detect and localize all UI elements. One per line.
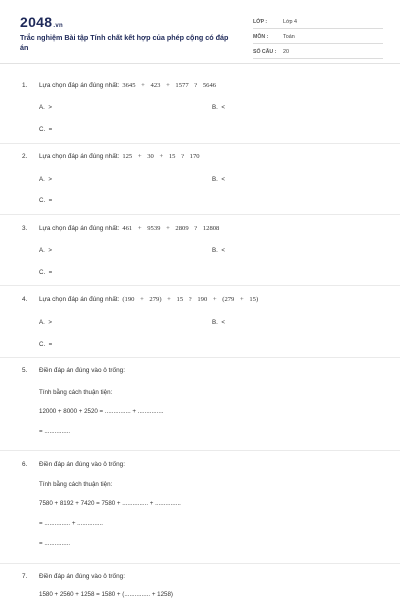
meta-row-class [253, 16, 383, 29]
worksheet-header [0, 0, 400, 64]
question-6 [22, 461, 382, 468]
question-expression: 461 + 9539 + 2809 ? 12808 [122, 225, 220, 232]
question-prompt: Điền đáp án đúng vào ô trống: [39, 461, 125, 468]
option-a[interactable] [39, 104, 52, 111]
option-key: B. [212, 176, 218, 183]
worksheet-title: Trắc nghiệm Bài tập Tính chất kết hợp của phép cộng có đáp án [20, 33, 229, 52]
question-expression: (190 + 279) + 15 ? 190 + (279 + 15) [122, 296, 259, 303]
question-prompt: Lựa chọn đáp án đúng nhất: [39, 82, 120, 89]
question-number: 1. [22, 82, 28, 89]
question-number: 7. [22, 573, 28, 580]
question-prompt: Lựa chọn đáp án đúng nhất: [39, 296, 120, 303]
fill-in-line[interactable]: = ............... [39, 540, 71, 547]
instruction-line: Tính bằng cách thuận tiện: [39, 481, 113, 488]
divider [0, 563, 400, 564]
divider [0, 357, 400, 358]
option-c[interactable] [39, 197, 52, 204]
meta-row-count [253, 46, 383, 59]
option-key: C. [39, 269, 46, 276]
option-a[interactable] [39, 176, 52, 183]
question-prompt: Điền đáp án đúng vào ô trống: [39, 573, 125, 580]
question-prompt: Lựa chọn đáp án đúng nhất: [39, 225, 120, 232]
logo-main: 2048 [20, 14, 53, 30]
meta-label: MÔN : [253, 34, 269, 40]
option-key: A. [39, 319, 45, 326]
option-b[interactable] [212, 247, 225, 254]
option-value: < [221, 319, 225, 326]
question-4 [22, 296, 382, 303]
option-value: > [48, 319, 52, 326]
option-b[interactable] [212, 319, 225, 326]
meta-label: SỐ CÂU : [253, 49, 277, 55]
fill-in-line[interactable]: = ............... [39, 428, 71, 435]
option-value: < [221, 176, 225, 183]
option-a[interactable] [39, 247, 52, 254]
option-a[interactable] [39, 319, 52, 326]
fill-in-line[interactable]: 12000 + 8000 + 2520 = ............... + ............... [39, 408, 164, 415]
fill-in-line[interactable]: 1580 + 2560 + 1258 = 1580 + (............... + 1258) [39, 591, 173, 598]
question-number: 6. [22, 461, 28, 468]
option-key: A. [39, 176, 45, 183]
option-value: < [221, 247, 225, 254]
option-c[interactable] [39, 341, 52, 348]
question-expression: 125 + 30 + 15 ? 170 [122, 153, 200, 160]
option-value: = [48, 126, 53, 133]
question-expression: 3645 + 423 + 1577 ? 5646 [122, 82, 217, 89]
option-value: > [48, 104, 52, 111]
question-prompt: Lựa chọn đáp án đúng nhất: [39, 153, 120, 160]
fill-in-line[interactable]: = ............... + ............... [39, 520, 103, 527]
option-value: = [48, 341, 53, 348]
instruction-line: Tính bằng cách thuận tiện: [39, 389, 113, 396]
logo-suffix: .vn [53, 23, 63, 29]
question-prompt: Điền đáp án đúng vào ô trống: [39, 367, 125, 374]
option-c[interactable] [39, 126, 52, 133]
option-key: C. [39, 126, 46, 133]
fill-in-line[interactable]: 7580 + 8192 + 7420 = 7580 + ............... + ............... [39, 500, 181, 507]
option-key: B. [212, 104, 218, 111]
option-value: > [48, 176, 52, 183]
meta-value: 20 [283, 49, 289, 55]
option-value: = [48, 269, 53, 276]
option-key: C. [39, 197, 46, 204]
question-number: 2. [22, 153, 28, 160]
option-key: B. [212, 247, 218, 254]
divider [0, 450, 400, 451]
option-b[interactable] [212, 104, 225, 111]
option-key: A. [39, 104, 45, 111]
option-value: < [221, 104, 225, 111]
meta-row-subject [253, 31, 383, 44]
meta-label: LỚP : [253, 19, 268, 25]
meta-value: Lớp 4 [283, 19, 298, 25]
option-key: C. [39, 341, 46, 348]
question-3 [22, 225, 382, 232]
question-2 [22, 153, 382, 160]
option-c[interactable] [39, 269, 52, 276]
option-b[interactable] [212, 176, 225, 183]
question-number: 4. [22, 296, 28, 303]
divider [0, 143, 400, 144]
option-key: A. [39, 247, 45, 254]
option-value: = [48, 197, 53, 204]
meta-value: Toán [283, 34, 295, 40]
site-logo[interactable] [20, 14, 63, 30]
option-key: B. [212, 319, 218, 326]
divider [0, 285, 400, 286]
question-7 [22, 573, 382, 580]
option-value: > [48, 247, 52, 254]
question-number: 3. [22, 225, 28, 232]
divider [0, 214, 400, 215]
question-1 [22, 82, 382, 89]
question-number: 5. [22, 367, 28, 374]
question-5 [22, 367, 382, 374]
worksheet-meta [253, 16, 383, 61]
